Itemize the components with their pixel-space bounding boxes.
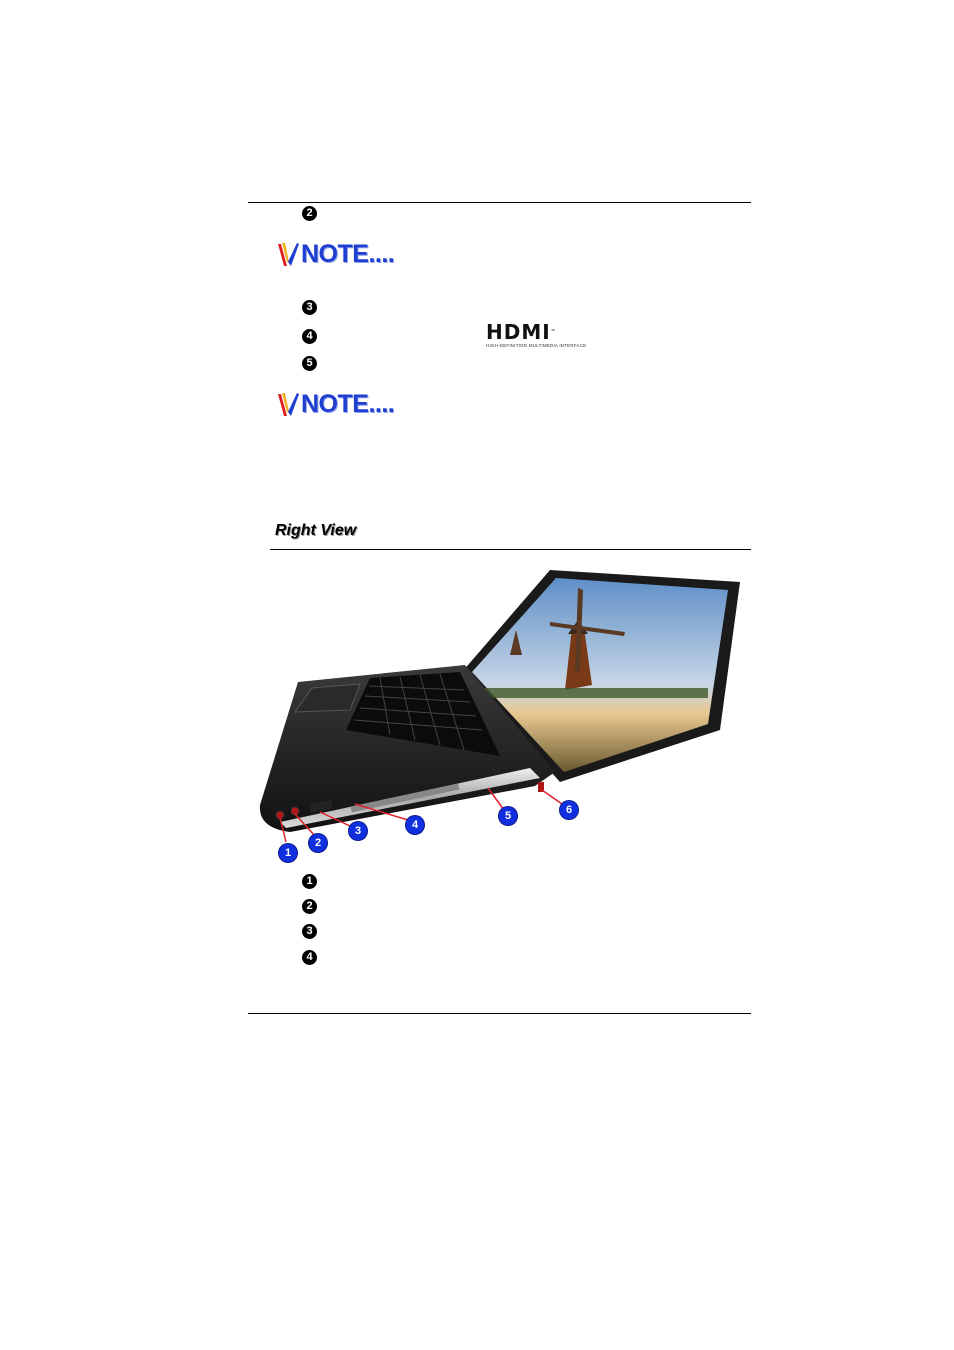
section-title: Right View bbox=[275, 522, 357, 539]
item-marker-4: 4 bbox=[302, 329, 317, 344]
footer-rule bbox=[248, 1013, 751, 1014]
item-marker-5: 5 bbox=[302, 356, 317, 371]
callout-6: 6 bbox=[560, 801, 578, 819]
callout-1: 1 bbox=[279, 844, 297, 862]
item-marker-2: 2 bbox=[302, 206, 317, 221]
port-marker-3: 3 bbox=[302, 924, 317, 939]
note-label: NOTE.... bbox=[301, 239, 395, 268]
callout-2: 2 bbox=[309, 834, 327, 852]
note-label: NOTE.... bbox=[301, 389, 395, 418]
note-logo-icon bbox=[275, 240, 299, 268]
port-marker-2: 2 bbox=[302, 899, 317, 914]
header-rule bbox=[248, 202, 751, 203]
note-heading-1 bbox=[275, 238, 394, 270]
callout-3: 3 bbox=[349, 822, 367, 840]
hdmi-logo-word: HDMI™ bbox=[486, 320, 557, 344]
item-marker-3: 3 bbox=[302, 300, 317, 315]
port-marker-1: 1 bbox=[302, 874, 317, 889]
port-marker-4: 4 bbox=[302, 950, 317, 965]
section-rule bbox=[270, 549, 751, 550]
hdmi-logo bbox=[486, 320, 587, 348]
callout-4: 4 bbox=[406, 816, 424, 834]
note-logo-icon bbox=[275, 390, 299, 418]
note-heading-2 bbox=[275, 388, 394, 420]
callout-5: 5 bbox=[499, 807, 517, 825]
hdmi-logo-subtitle: HIGH-DEFINITION MULTIMEDIA INTERFACE bbox=[486, 343, 587, 348]
